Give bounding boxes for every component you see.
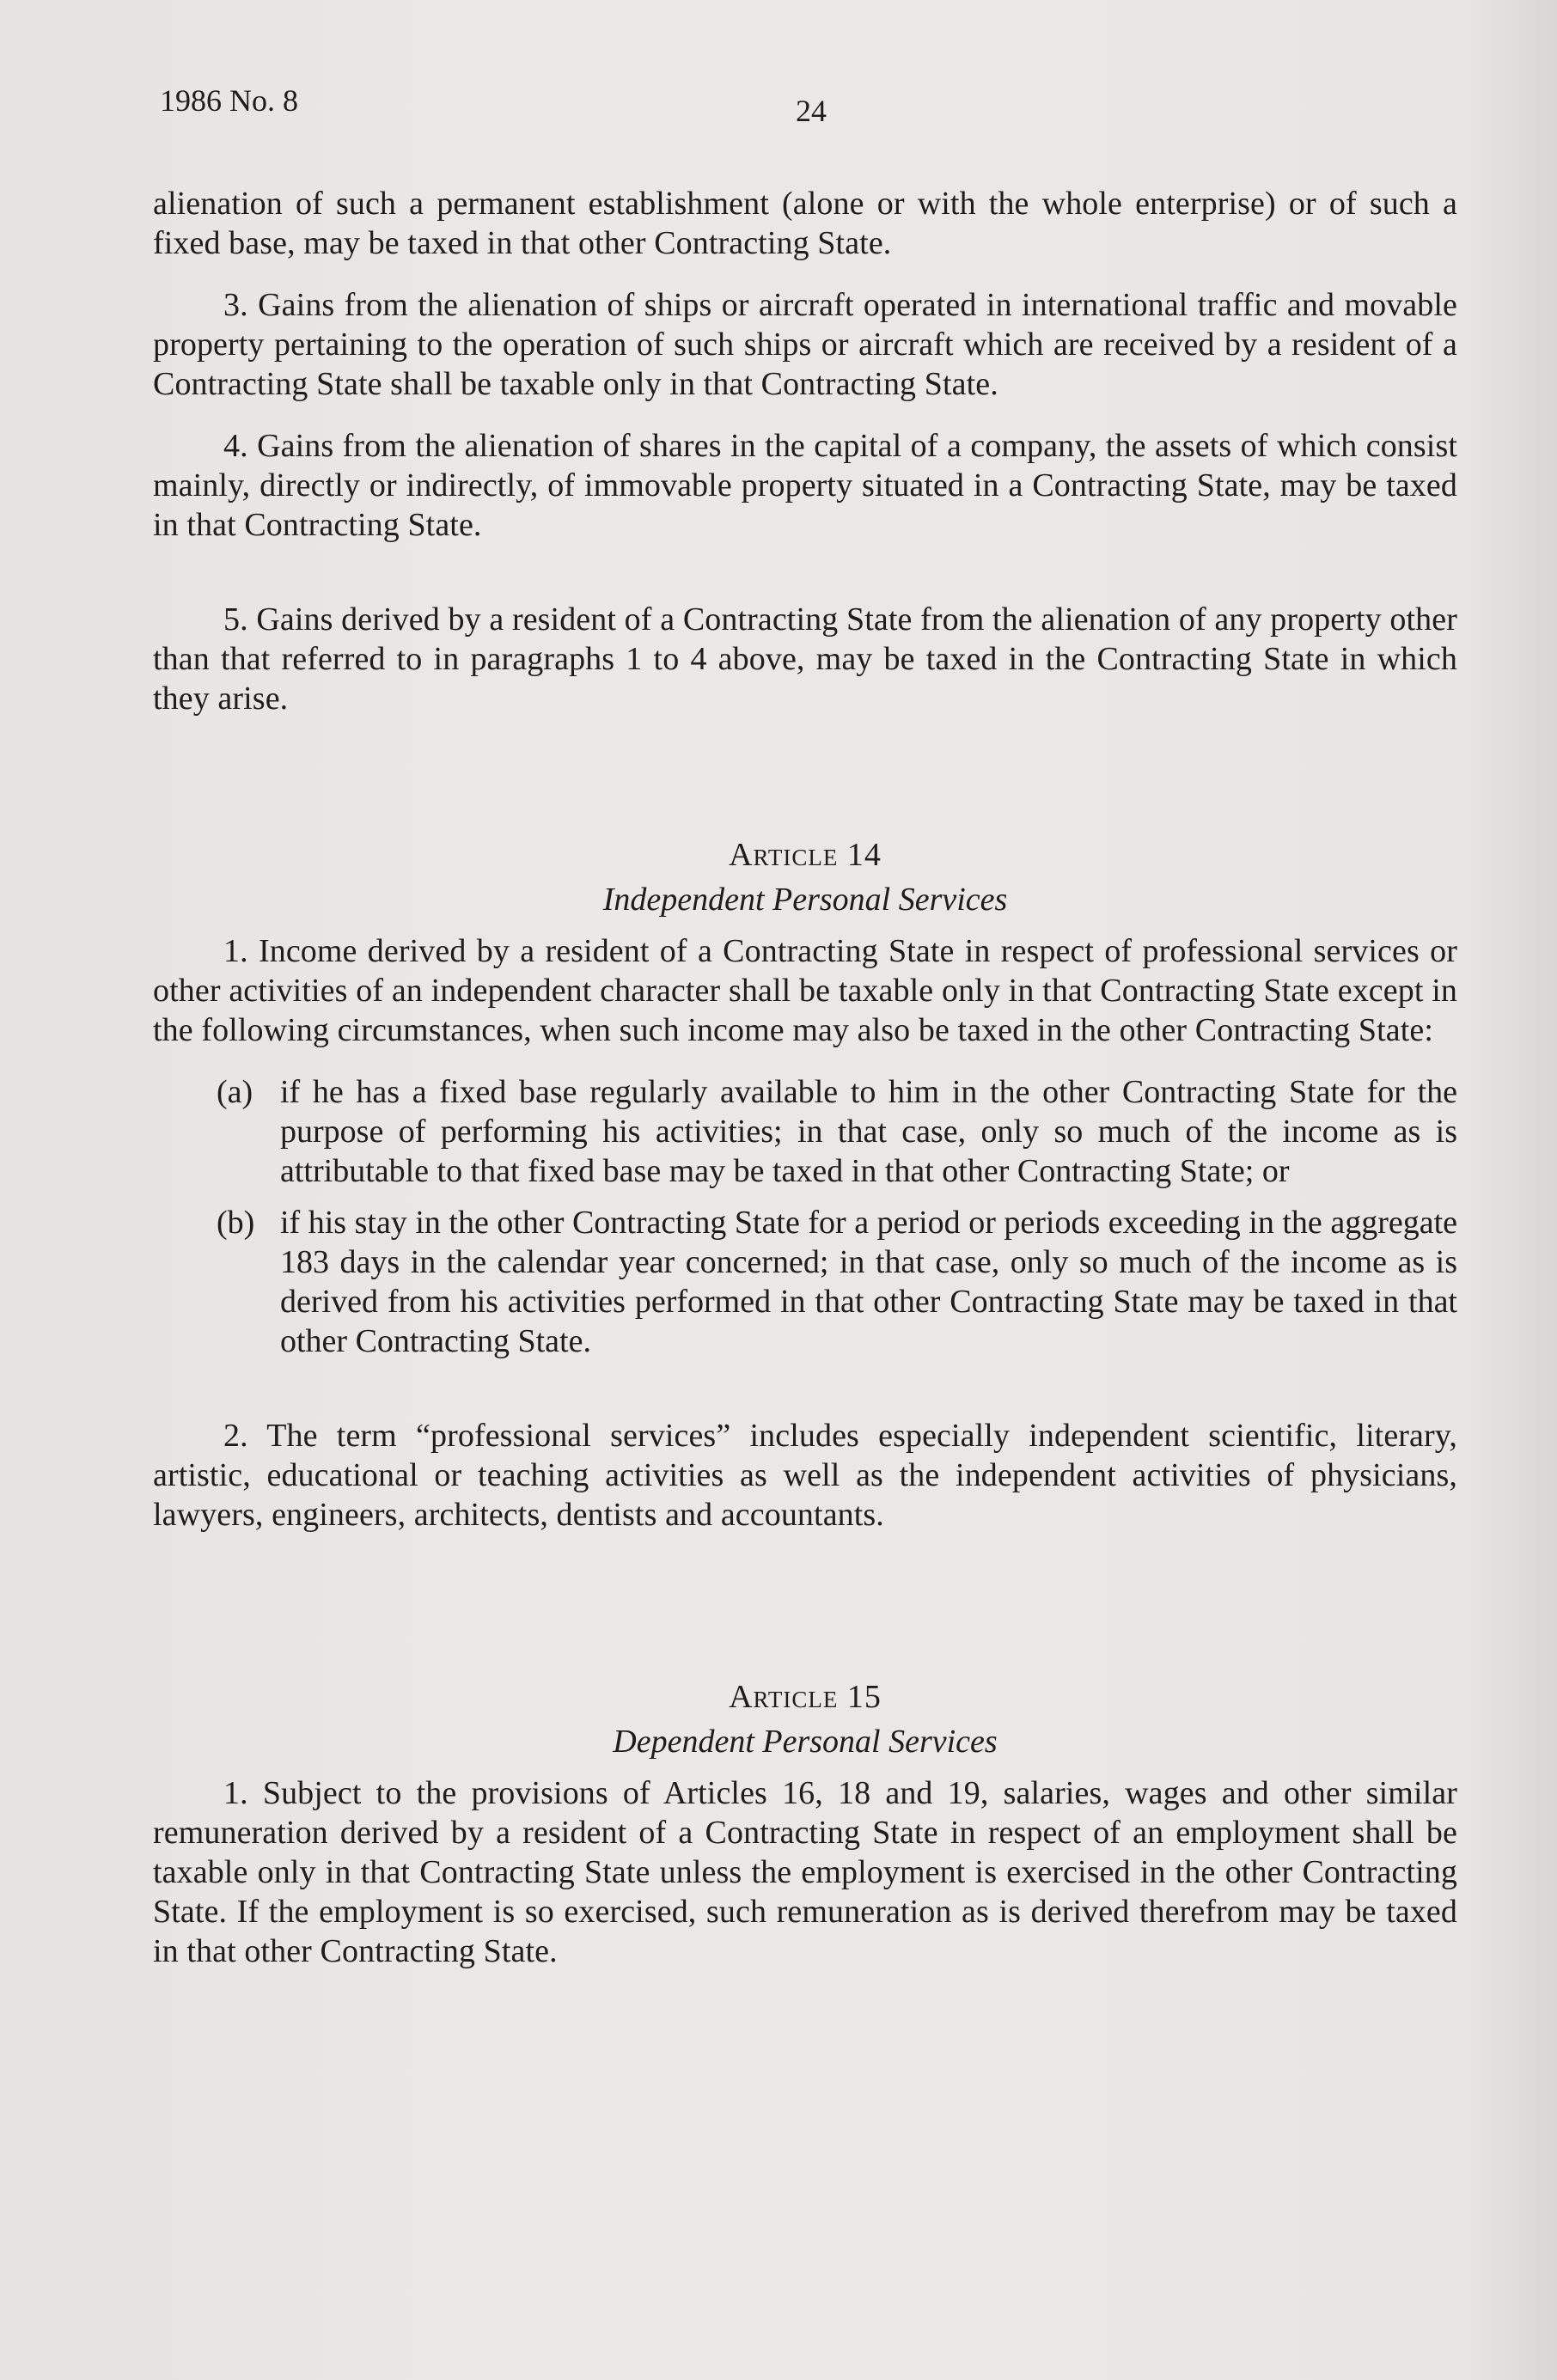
subparagraph-marker: (b) <box>217 1205 255 1241</box>
article14-paragraph-2: 2. The term “professional services” includes especially independent scientific, literary, artistic, educational or teaching activities as well as the independent activities of physicians, lawyers, engineers, architects, dentists and accountants. <box>153 1418 1457 1533</box>
article15-title: Dependent Personal Services <box>613 1724 998 1760</box>
article14-title: Independent Personal Services <box>602 882 1008 918</box>
subparagraph-marker: (a) <box>217 1074 253 1110</box>
statute-reference: 1986 No. 8 <box>160 83 298 118</box>
article14-paragraph-1: 1. Income derived by a resident of a Contracting State in respect of professional services or other activities of an independent character shall be taxable only in that Contracting State except in the following circumstances, when such income may also be taxed in the other Contracting State: <box>153 933 1457 1048</box>
page-header <box>160 82 1432 134</box>
article13-paragraph-5: 5. Gains derived by a resident of a Contracting State from the alienation of any property other than that referred to in paragraphs 1 to 4 above, may be taxed in the Contracting State in which they arise. <box>153 601 1457 717</box>
article15-paragraph-1: 1. Subject to the provisions of Articles 16, 18 and 19, salaries, wages and other similar remuneration derived by a resident of a Contracting State in respect of an employment shall be taxable only in that Contracting State unless the employment is exercised in the other Contracting State. If the employment is so exercised, such remuneration as is derived therefrom may be taxed in that other Contracting State. <box>153 1775 1457 1969</box>
page-number: 24 <box>796 94 827 128</box>
article14-heading: Article 14 <box>729 837 882 873</box>
article13-paragraph-4: 4. Gains from the alienation of shares in the capital of a company, the assets of which consist mainly, directly or indirectly, of immovable property situated in a Contracting State, may be taxed in that Contracting State. <box>153 428 1457 543</box>
subparagraph-b <box>153 1203 1457 1361</box>
article15-heading: Article 15 <box>729 1679 882 1715</box>
subparagraph-text: if his stay in the other Contracting State for a period or periods exceeding in the aggregate 183 days in the calendar year concerned; in that case, only so much of the income as is derived from his activities performed in that other Contracting State may be taxed in that other Contracting State. <box>280 1205 1457 1359</box>
subparagraph-a <box>153 1072 1457 1191</box>
subparagraph-text: if he has a fixed base regularly available to him in the other Contracting State for the purpose of performing his activities; in that case, only so much of the income as is attributable to that fixed base may be taxed in that other Contracting State; or <box>280 1074 1457 1189</box>
article14-subparagraph-list <box>153 1072 1457 1361</box>
article13-continuation: alienation of such a permanent establishment (alone or with the whole enterprise) or of such a fixed base, may be taxed in that other Contracting State. <box>153 186 1457 261</box>
article13-paragraph-3: 3. Gains from the alienation of ships or aircraft operated in international traffic and movable property pertaining to the operation of such ships or aircraft which are received by a resident of a Contracting State shall be taxable only in that Contracting State. <box>153 287 1457 402</box>
document-body <box>153 184 1457 1993</box>
